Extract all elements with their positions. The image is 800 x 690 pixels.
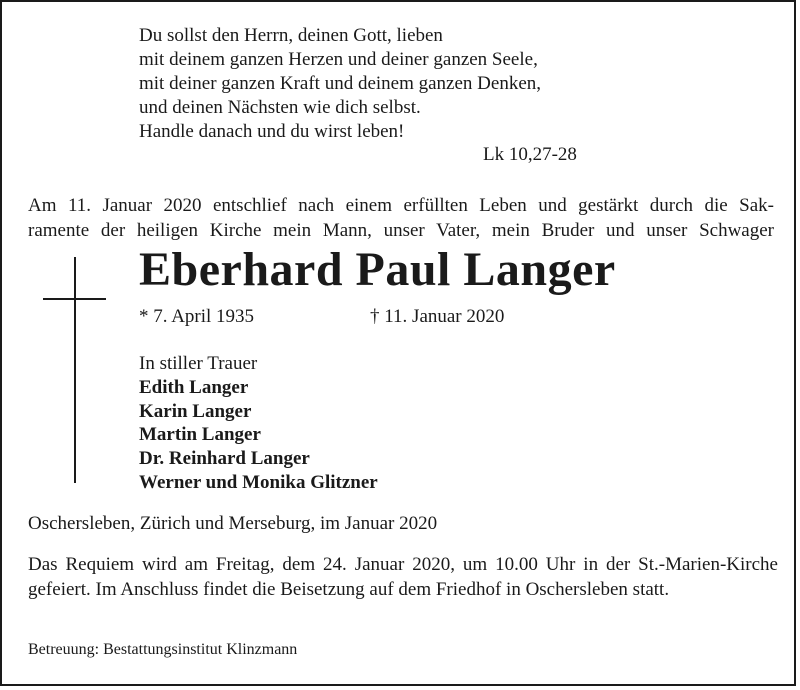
requiem-text: Das Requiem wird am Freitag, dem 24. Januar 2020, um 10.00 Uhr in der St.-Marien-Kirche gefeiert. Im Anschluss findet die Beisetzung auf dem Friedhof in Oschersleben statt.	[28, 554, 778, 600]
intro-line: Am 11. Januar 2020 entschlief nach einem erfüllten Leben und gestärkt durch die Sak-	[28, 195, 774, 216]
mourners-block	[139, 352, 378, 495]
place-date: Oschersleben, Zürich und Merseburg, im Januar 2020	[28, 513, 438, 534]
verse-line: Du sollst den Herrn, deinen Gott, lieben	[139, 25, 443, 46]
verse-line: und deinen Nächsten wie dich selbst.	[139, 97, 421, 118]
verse-reference: Lk 10,27-28	[483, 144, 577, 165]
verse-line: mit deiner ganzen Kraft und deinem ganzen Denken,	[139, 73, 542, 94]
verse-line: Handle danach und du wirst leben!	[139, 121, 405, 142]
birth-date: * 7. April 1935	[139, 306, 255, 327]
deceased-name: Eberhard Paul Langer	[139, 243, 616, 296]
mourner-name: Edith Langer	[139, 376, 249, 398]
mourner-name: Werner und Monika Glitzner	[139, 471, 378, 493]
bible-verse	[139, 24, 541, 144]
mourner-name: Karin Langer	[139, 400, 252, 422]
mourner-name: Martin Langer	[139, 424, 261, 446]
mourners-heading: In stiller Trauer	[139, 353, 258, 374]
mourner-name: Dr. Reinhard Langer	[139, 448, 310, 470]
cross-icon-bar	[43, 298, 106, 300]
verse-line: mit deinem ganzen Herzen und deiner ganzen Seele,	[139, 49, 538, 70]
funeral-home: Betreuung: Bestattungsinstitut Klinzmann	[28, 641, 298, 658]
death-date: † 11. Januar 2020	[370, 306, 505, 327]
intro-text	[28, 193, 774, 243]
cross-icon	[74, 257, 76, 483]
intro-line: ramente der heiligen Kirche mein Mann, unser Vater, mein Bruder und unser Schwager	[28, 220, 774, 241]
